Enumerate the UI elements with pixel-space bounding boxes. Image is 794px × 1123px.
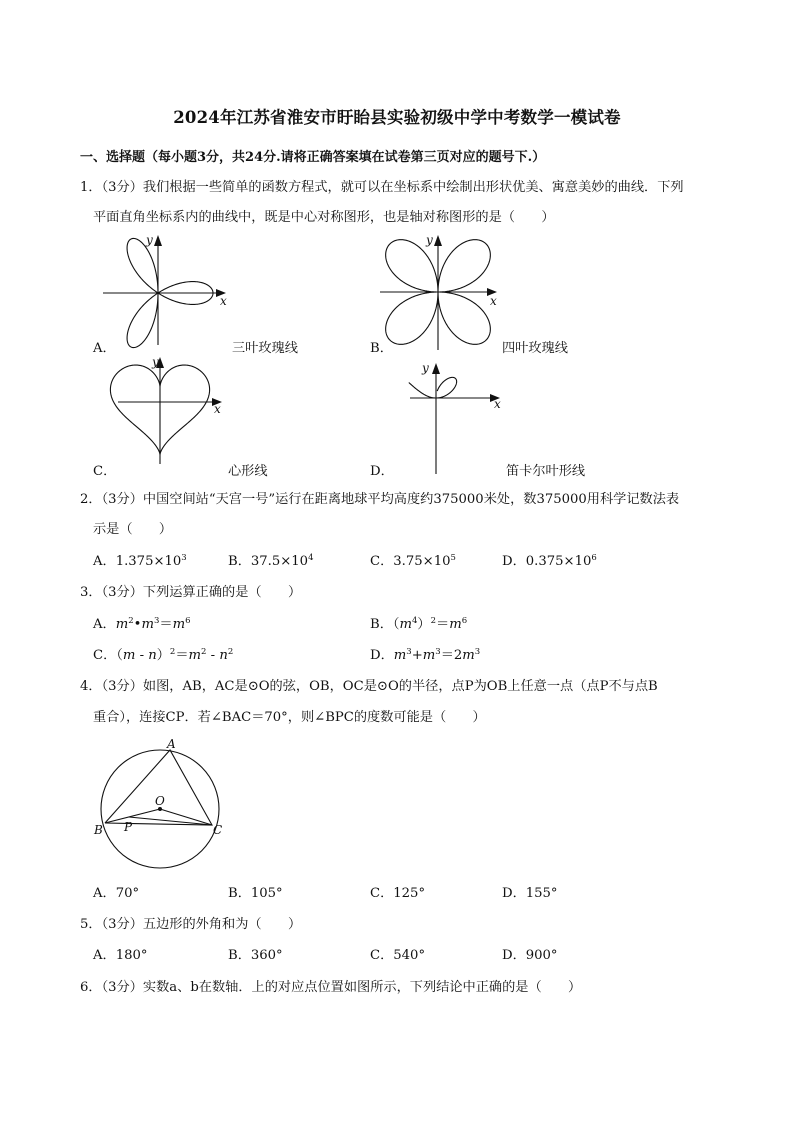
q1b-x-label: x bbox=[490, 294, 497, 308]
q4-label-o: O bbox=[155, 794, 165, 808]
q1-figure-c-heart bbox=[110, 352, 230, 472]
q3-option-c: C．$(m - n)^2=m^2 - n^2$ bbox=[93, 647, 234, 663]
q1-option-d-caption: 笛卡尔叶形线 bbox=[506, 464, 586, 479]
q4-option-d: D．155° bbox=[502, 886, 558, 901]
q1-option-b-caption: 四叶玫瑰线 bbox=[502, 341, 568, 356]
q4-label-a: A bbox=[167, 737, 176, 751]
q3-option-b: B．$(m^4)^2=m^6$ bbox=[370, 616, 468, 632]
q3-option-a: A．$m^2•m^3=m^6$ bbox=[93, 616, 191, 632]
q4-label-c: C bbox=[213, 823, 223, 837]
q1-option-a-caption: 三叶玫瑰线 bbox=[232, 341, 298, 356]
q1a-x-label: x bbox=[220, 294, 227, 308]
q1-option-d-letter: D． bbox=[370, 464, 394, 479]
q2-text-line2: 示是（ ） bbox=[93, 522, 173, 537]
q4-option-a: A．70° bbox=[93, 886, 140, 901]
q1c-x-label: x bbox=[214, 402, 221, 416]
q6-text-line1: 6．（3分）实数a、b在数轴．上的对应点位置如图所示，下列结论中正确的是（ ） bbox=[80, 980, 582, 995]
q1d-x-label: x bbox=[494, 397, 501, 411]
q2-option-c: C．$3.75\times 10^5$ bbox=[370, 553, 456, 569]
q4-option-c: C．125° bbox=[370, 886, 426, 901]
q2-text-line1: 2．（3分）中国空间站“天宫一号”运行在距离地球平均高度约375000米处，数375000用科学记数法表 bbox=[80, 492, 680, 507]
q4-text-line2: 重合），连接CP．若∠BAC＝70°，则∠BPC的度数可能是（ ） bbox=[93, 710, 486, 725]
q1-option-b-letter: B． bbox=[370, 341, 393, 356]
q4-circle-figure bbox=[88, 735, 238, 875]
q4-text-line1: 4．（3分）如图，AB，AC是⊙O的弦，OB，OC是⊙O的半径，点P为OB上任意一点（点P不与点B bbox=[80, 679, 658, 694]
q1c-y-label: y bbox=[152, 355, 159, 369]
q4-label-p: P bbox=[124, 820, 133, 834]
q1-option-c-letter: C． bbox=[93, 464, 117, 479]
q4-label-b: B bbox=[94, 823, 103, 837]
section-heading: 一、选择题（每小题3分，共24分.请将正确答案填在试卷第三页对应的题号下.） bbox=[80, 150, 546, 165]
q3-text-line1: 3．（3分）下列运算正确的是（ ） bbox=[80, 585, 302, 600]
q2-option-d: D．$0.375\times 10^6$ bbox=[502, 553, 597, 569]
q3-option-d: D．$m^3+m^3=2m^3$ bbox=[370, 647, 481, 663]
q1d-y-label: y bbox=[422, 361, 429, 375]
q2-option-a: A．$1.375\times 10^3$ bbox=[93, 553, 187, 569]
q4-option-b: B．105° bbox=[228, 886, 283, 901]
q1-figure-b-rose4 bbox=[380, 230, 510, 360]
q1-text-line2: 平面直角坐标系内的曲线中，既是中心对称图形，也是轴对称图形的是（ ） bbox=[93, 210, 555, 225]
exam-title: 2024年江苏省淮安市盱眙县实验初级中学中考数学一模试卷 bbox=[173, 108, 621, 127]
q2-option-b: B．$37.5\times 10^4$ bbox=[228, 553, 314, 569]
q1-option-a-letter: A． bbox=[93, 341, 116, 356]
q1a-y-label: y bbox=[146, 233, 153, 247]
q1-figure-a-rose3 bbox=[100, 230, 240, 350]
q5-option-c: C．540° bbox=[370, 948, 426, 963]
q5-option-b: B．360° bbox=[228, 948, 283, 963]
q1b-y-label: y bbox=[426, 233, 433, 247]
q5-text-line1: 5．（3分）五边形的外角和为（ ） bbox=[80, 917, 302, 932]
q5-option-d: D．900° bbox=[502, 948, 558, 963]
q1-option-c-caption: 心形线 bbox=[228, 464, 268, 479]
q5-option-a: A．180° bbox=[93, 948, 148, 963]
q1-figure-d-folium bbox=[410, 358, 510, 476]
q1-text-line1: 1．（3分）我们根据一些简单的函数方程式，就可以在坐标系中绘制出形状优美、寓意美妙的曲线．下列 bbox=[80, 180, 684, 195]
